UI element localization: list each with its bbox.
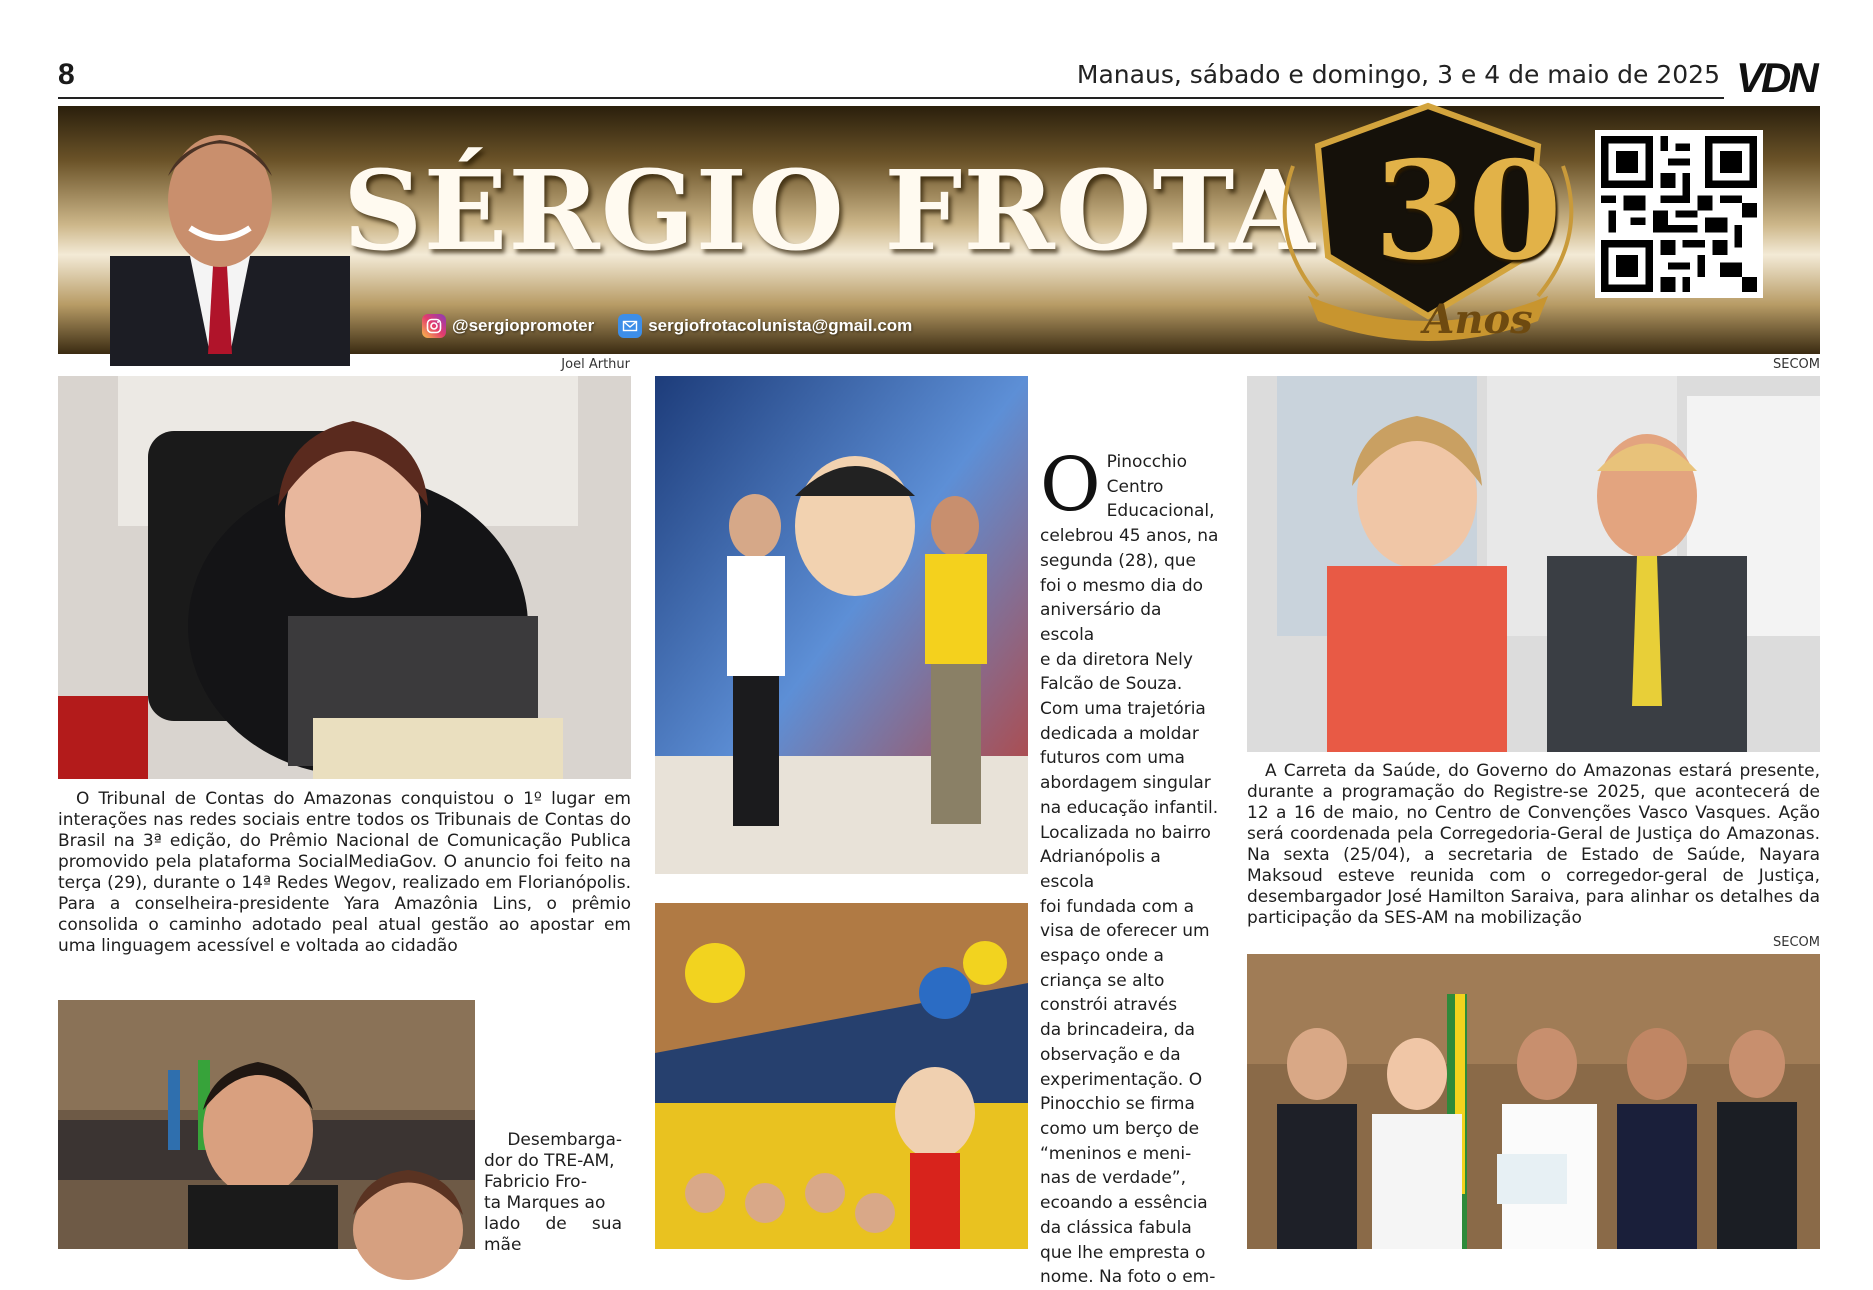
pinocchio-line-10: Com uma trajetória — [1040, 699, 1206, 720]
page-number: 8 — [58, 58, 75, 91]
pinocchio-line-20: criança se alto — [1040, 970, 1165, 991]
article-carreta — [1247, 761, 1820, 929]
tre-line-1: Desembarga- — [507, 1130, 622, 1150]
pinocchio-line-27: “meninos e meni- — [1040, 1143, 1192, 1164]
pinocchio-line-19: espaço onde a — [1040, 946, 1164, 967]
pinocchio-line-32: nome. Na foto o em- — [1040, 1267, 1216, 1288]
tre-line-2: dor do TRE-AM, — [484, 1151, 615, 1171]
columnist-name: SÉRGIO FROTA — [343, 146, 1316, 275]
pinocchio-line-4: celebrou 45 anos, na — [1040, 526, 1219, 547]
article-carreta-text: A Carreta da Saúde, do Governo do Amazonas estará presente, durante a programação do Registre-se 2025, que acontecerá de 12 a 16 de maio, no Centro de Convenções Vasco Vasques. Ação será coordenada pela Corregedoria-Geral de Justiça do Amazonas. Na sexta (25/04), a secretaria de Estado de Saúde, Nayara Maksoud esteve reunida com o corregedor-geral de Justiça, desembargador José Hamilton Saraiva, para alinhar os detalhes da participação da SES-AM na mobilização — [1247, 761, 1820, 928]
pinocchio-line-29: ecoando a essência — [1040, 1193, 1208, 1214]
tre-line-4: ta Marques ao — [484, 1193, 606, 1213]
photo-credit-6: SECOM — [1773, 935, 1820, 950]
pinocchio-line-1: Pinocchio — [1106, 452, 1188, 472]
pinocchio-line-13: abordagem singular — [1040, 773, 1211, 794]
dateline: Manaus, sábado e domingo, 3 e 4 de maio de 2025 — [1076, 60, 1720, 89]
photo-credit-5: SECOM — [1773, 357, 1820, 372]
photo-tre-am — [58, 1000, 475, 1249]
article-tce-text: O Tribunal de Contas do Amazonas conquistou o 1º lugar em interações nas redes sociais entre todos os Tribunais de Contas do Brasil na 3ª edição, do Prêmio Nacional de Comunicação Publica promovido pela plataforma SocialMediaGov. O anuncio foi feito na terça (29), durante o 14ª Redes Wegov, realizado em Florianópolis. Para a conselheira-presidente Yara Amazônia Lins, o prêmio consolida o caminho adotado peal atual gestão ao apostar em uma linguagem acessível e voltada ao cidadão — [58, 789, 631, 956]
photo-credit-1: Joel Arthur — [561, 357, 630, 372]
newspaper-logo: VDN — [1736, 54, 1816, 101]
article-tre-am — [484, 1130, 622, 1256]
banner-contacts — [422, 311, 912, 341]
photo-ses-meeting — [1247, 954, 1820, 1249]
email-address: sergiofrotacolunista@gmail.com — [648, 316, 913, 335]
pinocchio-line-8: e da diretora Nely — [1040, 649, 1193, 670]
photo-carreta-saude — [1247, 376, 1820, 752]
tre-line-5: lado de sua mãe — [484, 1214, 622, 1255]
pinocchio-line-18: visa de oferecer um — [1040, 921, 1210, 942]
qr-code[interactable] — [1595, 130, 1763, 298]
pinocchio-line-15: Localizada no bairro — [1040, 822, 1211, 843]
pinocchio-line-3: Educacional, — [1106, 501, 1215, 522]
photo-pinocchio-directors — [655, 376, 1028, 874]
instagram-contact[interactable] — [422, 314, 594, 338]
drop-cap: O — [1040, 442, 1101, 528]
header-rule — [58, 97, 1724, 99]
pinocchio-line-9: Falcão de Souza. — [1040, 674, 1183, 695]
qr-code-pattern — [1601, 136, 1757, 292]
instagram-handle: @sergiopromoter — [452, 316, 595, 335]
instagram-icon — [422, 314, 446, 338]
photo-tce-president — [58, 376, 631, 779]
photo-pinocchio-celebration — [655, 903, 1028, 1249]
pinocchio-line-14: na educação infantil. — [1040, 797, 1219, 818]
pinocchio-line-26: como um berço de — [1040, 1118, 1200, 1139]
anniversary-word: Anos — [1423, 296, 1533, 343]
pinocchio-line-25: Pinocchio se firma — [1040, 1094, 1195, 1115]
pinocchio-line-7: aniversário da escola — [1040, 600, 1162, 645]
pinocchio-line-24: experimentação. O — [1040, 1069, 1203, 1090]
pinocchio-line-11: dedicada a moldar — [1040, 723, 1199, 744]
article-tce — [58, 789, 631, 957]
mail-icon — [618, 314, 642, 338]
pinocchio-line-2: Centro — [1106, 476, 1164, 497]
pinocchio-line-16: Adrianópolis a escola — [1040, 847, 1161, 892]
pinocchio-line-6: foi o mesmo dia do — [1040, 575, 1204, 596]
pinocchio-line-12: futuros com uma — [1040, 748, 1185, 769]
anniversary-number: 30 — [1374, 131, 1562, 290]
pinocchio-line-30: da clássica fabula — [1040, 1217, 1192, 1238]
pinocchio-line-31: que lhe empresta o — [1040, 1242, 1206, 1263]
pinocchio-line-23: observação e da — [1040, 1044, 1181, 1065]
pinocchio-line-22: da brincadeira, da — [1040, 1020, 1196, 1041]
pinocchio-line-21: constrói através — [1040, 995, 1178, 1016]
column-banner — [58, 106, 1820, 354]
pinocchio-line-28: nas de verdade”, — [1040, 1168, 1186, 1189]
pinocchio-line-5: segunda (28), que — [1040, 550, 1196, 571]
tre-line-3: Fabricio Fro- — [484, 1172, 588, 1192]
email-contact[interactable] — [618, 314, 912, 338]
pinocchio-line-17: foi fundada com a — [1040, 896, 1194, 917]
article-pinocchio — [1040, 442, 1220, 1290]
columnist-portrait — [70, 106, 370, 354]
